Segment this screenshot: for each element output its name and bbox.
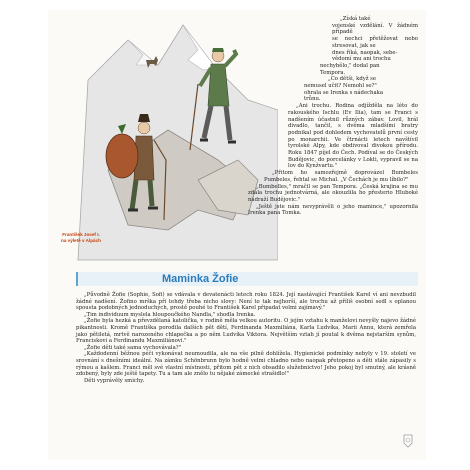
paragraph: se nechci přetěžovat nebo stresovat, jak se [332, 36, 418, 49]
caption-line: na výletě v Alpách [61, 238, 101, 243]
paragraph: nechybělo," dodal pan [320, 62, 380, 69]
paragraph: ohrala se Irenka s nádechaka [304, 89, 383, 96]
paragraph: „Tim individuum myslela hloupoučkého Nandla," shodla Irenka. [84, 311, 256, 318]
right-text-column [208, 16, 418, 217]
paragraph: „Co dětši, když se [328, 76, 377, 83]
section-title: Maminka Žofie [162, 273, 239, 285]
book-page [48, 10, 426, 460]
paragraph: „Přitom ho samozřejmě doprovázel Bumbeles Pumbeles, řehtal se Michal. „V Čechách je mu líbilo?" [264, 170, 418, 183]
page-corner-icon [402, 434, 414, 448]
paragraph: trůnu. [304, 96, 321, 103]
paragraph: vojenské vzdělání. V žádném případě [332, 22, 418, 36]
paragraph: nemusel učit? Nemohl se?" [304, 83, 377, 90]
illustration-caption [46, 232, 116, 244]
paragraph: „Bumbelles," mračil se pan Tempora. „Česká krajina se mu zdála trochu jednotvárná, ale okouzlila ho přesterio Hluboké nádraží Budějovic." [248, 183, 418, 203]
paragraph: „Každodenní běžnou péči vykonávat neumoudila, ale na vše pilně dohlížela. Hygienické podmínky nebyly v 19. století ve srovnání s dnešními ideální. Na zámku Schönbrunn bylo hodně velmi chladno nebo naopak přetopeno a děti stále zápasily s rýmou a kašlem. Franci měl své vlastní místnosti, přitom pět z nich obsadilo služebnictvo! Jeho pokoj byl smutný, ale krásně zdobený, byly zde ještě tapety. Tu a tam ale znělo tu nějaké zámecké strašidlo!" [76, 351, 416, 378]
section-banner [76, 272, 418, 286]
paragraph: Děti vyprávěly smichy. [84, 377, 145, 384]
paragraph: dnes říká, naopak, sebe- [332, 49, 398, 56]
paragraph: „Původně Žofie (Sophie, Sofi) se vdávala v devatenácti letech roku 1824. Její nastávající František Karel ví ani nevzbudil žádné nadšení. Žofino mrška při tehdy třeba nicho slovy: Není to tak nejhorší, ale trochu až příliš osobní sedl s oplanou spousta podobných jednoduchých, prostě pouhé to František Karel připadat velmi zajímavý." [76, 292, 416, 312]
paragraph: „Získá také [340, 16, 371, 22]
paragraph: vědomí mu ani trochu [332, 56, 391, 63]
paragraph: „Žofie děti také sama vychovávala?" [84, 344, 182, 351]
paragraph: „Žofie byla hezká a převzdělaná katolička, v rodině měla velkou autoritu. O jejím vztahu k manželovi nevyšly najevo žádné pikantnosti. Kromě Františka porodila dalších pět dětí, Ferdinanda Maxmiliána, Karla Ludvíka, Marii Annu, která zemřela jako pětiletá, mrtvě narozeného chlapečka a po něm Ludvíka Viktora. Největším vztah jí poutal k dvěma nejstarším synům, Franciskovi a Ferdinandu Maxmiliánovi." [76, 318, 416, 345]
paragraph: „Ještě jste nám nevyprávěli o jeho mamince," upozornila Irenka pana Tomka. [248, 203, 418, 217]
caption-line: František Josef I. [62, 232, 100, 237]
paragraph: „Ani trochu. Rodina odjížděla na léto do rakouského Ischlu (Ev Ilia), tam se Franci s nadšením účastnil různých zábav. Lovil, hrál divadlo, tančil, s dvěma mladšími bratry podnikal pod dohledem vychovatelů první cesty po monarchii. Ve čtrnácti letech navštívil tyrolské Alpy, kde obdivoval divokou přírodu. Roku 1847 píjel do Čech. Podíval se do Českých Budějovic, do porcelánky v Lokti, vypravil se na lov do Kynžvartu." [288, 103, 418, 170]
body-text [76, 292, 416, 384]
paragraph: Tempora. [320, 69, 346, 76]
